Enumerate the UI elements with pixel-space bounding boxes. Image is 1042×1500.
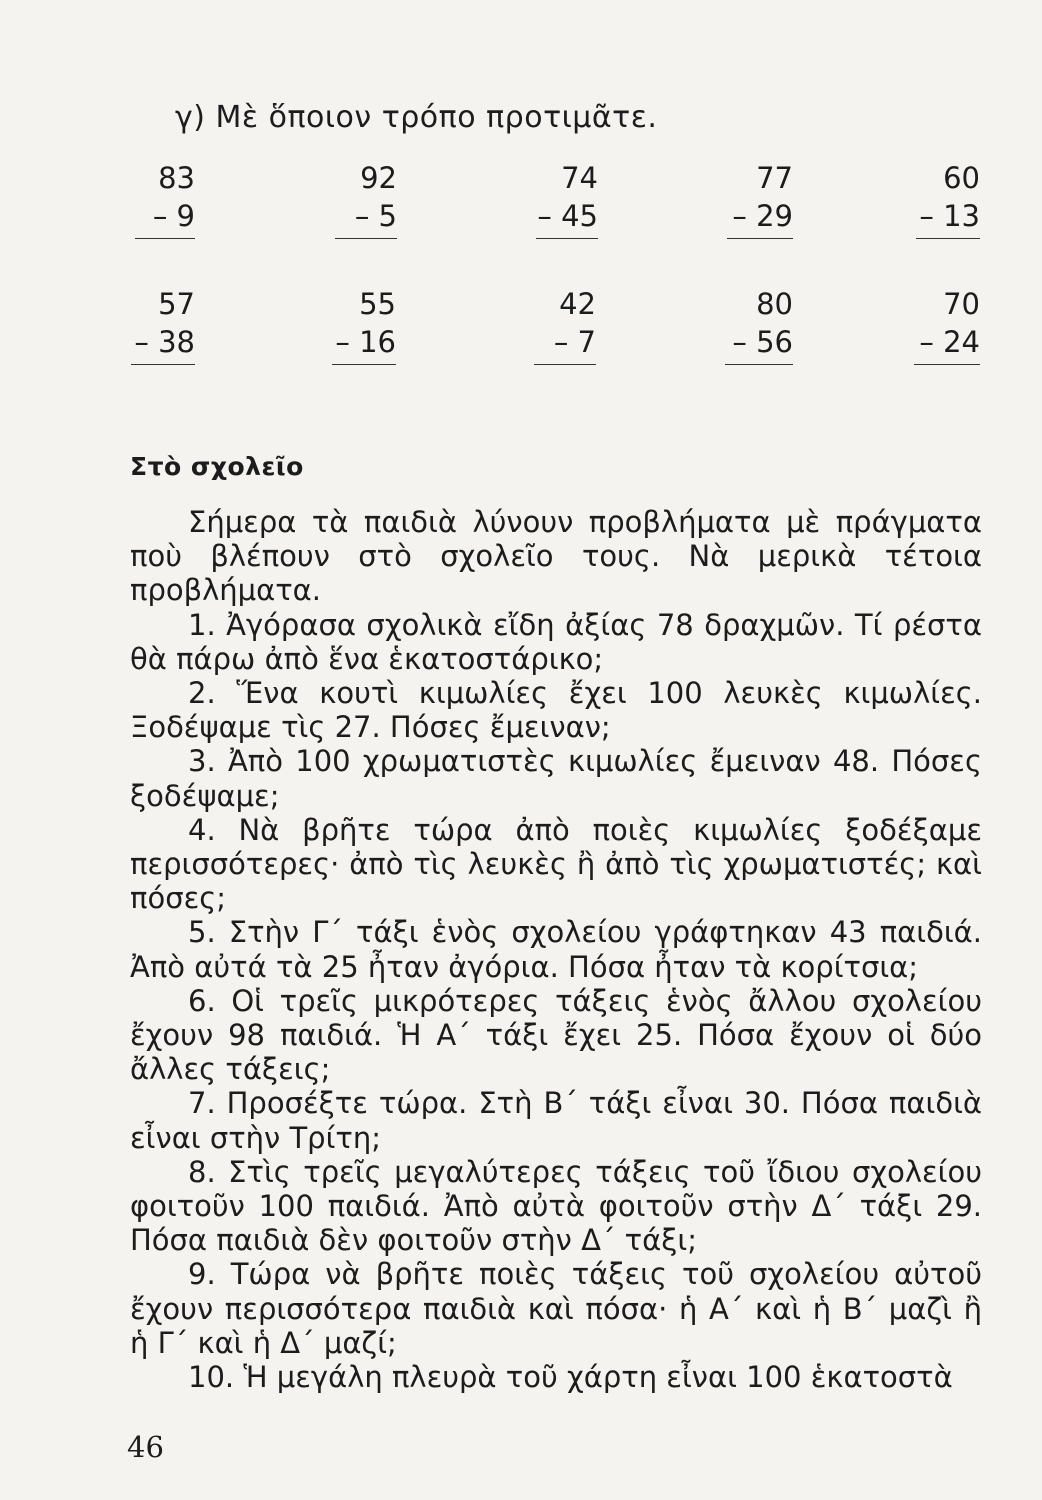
page-number: 46 [127, 1430, 164, 1464]
intro-paragraph: Σήμερα τὰ παιδιὰ λύνουν προβλήματα μὲ πράγματα ποὺ βλέπουν στὸ σχολεῖο τους. Νὰ μερικὰ τέτοια προβλήματα. [130, 505, 982, 608]
subtrahend: – 38 [134, 325, 195, 359]
minuend: 77 [756, 161, 793, 195]
subtraction-problems [0, 0, 1042, 420]
word-problem: 1. Ἀγόρασα σχολικὰ εἴδη ἀξίας 78 δραχμῶν. Τί ρέστα θὰ πάρω ἀπὸ ἕνα ἑκατοστάρικο; [130, 607, 982, 676]
subtrahend: – 5 [354, 199, 397, 233]
answer-line [916, 238, 980, 239]
minuend: 74 [561, 161, 598, 195]
word-problem: 8. Στὶς τρεῖς μεγαλύτερες τάξεις τοῦ ἴδιου σχολείου φοιτοῦν 100 παιδιά. Ἀπὸ αὐτὰ φοιτοῦν στὴν Δ΄ τάξι 29. Πόσα παιδιὰ δὲν φοιτοῦν στὴν Δ΄ τάξι; [130, 1154, 982, 1258]
answer-line [135, 238, 195, 239]
subtrahend: – 24 [919, 325, 980, 359]
answer-line [332, 364, 396, 365]
subtrahend: – 16 [335, 325, 396, 359]
instruction-text: γ) Μὲ ὅποιον τρόπο προτιμᾶτε. [175, 100, 658, 135]
minuend: 80 [756, 287, 793, 321]
minuend: 60 [943, 161, 980, 195]
section-title: Στὸ σχολεῖο [130, 452, 304, 481]
answer-line [131, 364, 195, 365]
word-problems [130, 505, 982, 1394]
word-problem: 7. Προσέξτε τώρα. Στὴ Β΄ τάξι εἶναι 30. Πόσα παιδιὰ εἶναι στὴν Τρίτη; [130, 1086, 982, 1155]
word-problem: 6. Οἱ τρεῖς μικρότερες τάξεις ἑνὸς ἄλλου σχολείου ἔχουν 98 παιδιά. Ἡ Α΄ τάξι ἔχει 25. Πόσα ἔχουν οἱ δύο ἄλλες τάξεις; [130, 983, 982, 1087]
minuend: 70 [943, 287, 980, 321]
subtrahend: – 56 [732, 325, 793, 359]
subtrahend: – 7 [553, 325, 596, 359]
answer-line [335, 238, 397, 239]
minuend: 92 [360, 161, 397, 195]
answer-line [914, 364, 980, 365]
subtrahend: – 45 [537, 199, 598, 233]
answer-line [725, 364, 793, 365]
answer-line [727, 238, 793, 239]
word-problem: 5. Στὴν Γ΄ τάξι ἑνὸς σχολείου γράφτηκαν 43 παιδιά. Ἀπὸ αὐτά τὰ 25 ἦταν ἀγόρια. Πόσα ἦταν τὰ κορίτσια; [130, 915, 982, 984]
subtrahend: – 29 [732, 199, 793, 233]
word-problem: 3. Ἀπὸ 100 χρωματιστὲς κιμωλίες ἔμειναν 48. Πόσες ξοδέψαμε; [130, 744, 982, 813]
answer-line [536, 238, 598, 239]
answer-line [534, 364, 596, 365]
word-problem: 4. Νὰ βρῆτε τώρα ἀπὸ ποιὲς κιμωλίες ξοδέξαμε περισσότερες· ἀπὸ τὶς λευκὲς ἢ ἀπὸ τὶς χρωματιστές; καὶ πόσες; [130, 812, 982, 916]
minuend: 83 [158, 161, 195, 195]
minuend: 57 [158, 287, 195, 321]
subtrahend: – 13 [919, 199, 980, 233]
word-problem: 10. Ἡ μεγάλη πλευρὰ τοῦ χάρτη εἶναι 100 ἑκατοστὰ [188, 1360, 953, 1395]
word-problem: 2. Ἕνα κουτὶ κιμωλίες ἔχει 100 λευκὲς κιμωλίες. Ξοδέψαμε τὶς 27. Πόσες ἔμειναν; [130, 676, 982, 745]
subtrahend: – 9 [152, 199, 195, 233]
minuend: 42 [559, 287, 596, 321]
word-problem: 9. Τώρα νὰ βρῆτε ποιὲς τάξεις τοῦ σχολείου αὐτοῦ ἔχουν περισσότερα παιδιὰ καὶ πόσα· ἡ Α΄ καὶ ἡ Β΄ μαζὶ ἢ ἡ Γ΄ καὶ ἡ Δ΄ μαζί; [130, 1257, 982, 1360]
minuend: 55 [359, 287, 396, 321]
